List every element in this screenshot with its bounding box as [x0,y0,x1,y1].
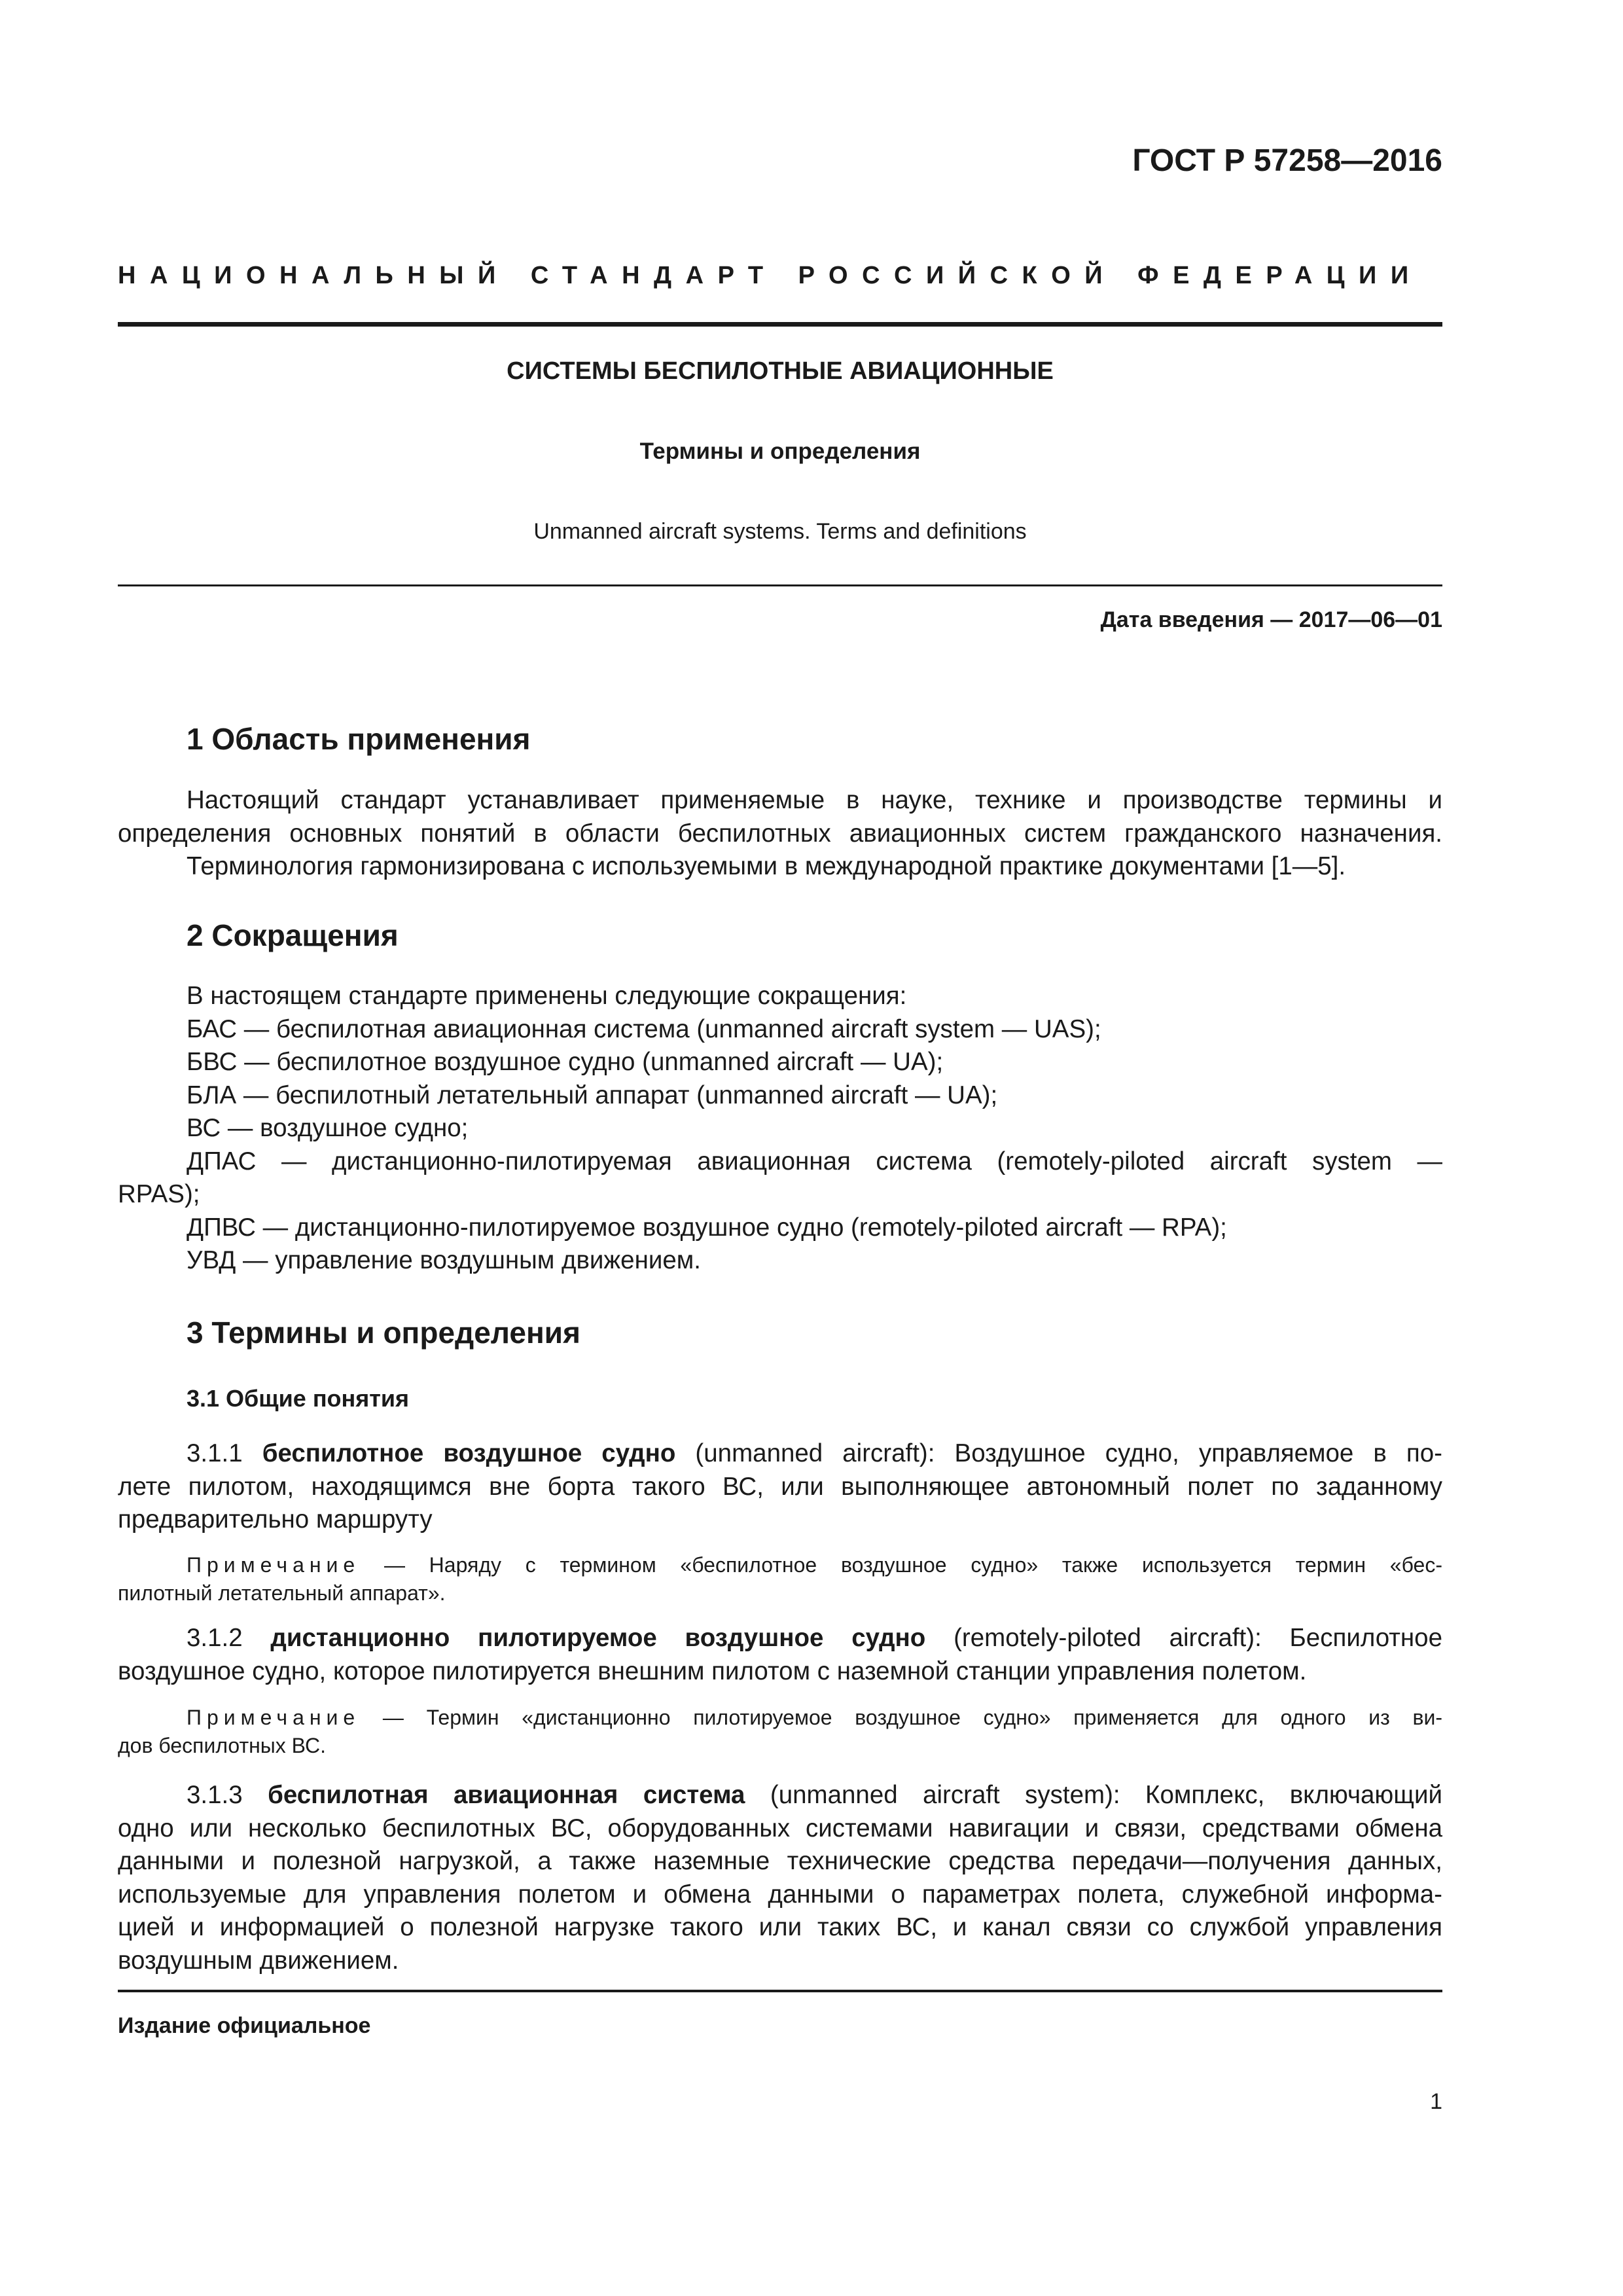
section-1-heading: 1 Область применения [187,722,531,756]
subsection-3-1-heading: 3.1 Общие понятия [187,1385,410,1412]
term-number: 3.1.1 [187,1439,262,1467]
text-line: Терминология гармонизирована с используемыми в международной практике документами [1—5]. [187,852,1346,880]
abbreviation-item: БВС — беспилотное воздушное судно (unmanned aircraft — UA); [187,1048,944,1076]
page-number: 1 [1430,2089,1442,2114]
text-line: В настоящем стандарте применены следующие сокращения: [187,982,907,1010]
text-line: воздушное судно, которое пилотируется внешним пилотом с наземной станции управления полетом. [118,1657,1307,1685]
header-rule [118,322,1442,327]
section-3-heading: 3 Термины и определения [187,1316,580,1350]
text-line: дов беспилотных ВС. [118,1734,326,1757]
text-line: пилотный летательный аппарат». [118,1581,446,1605]
document-title: СИСТЕМЫ БЕСПИЛОТНЫЕ АВИАЦИОННЫЕ [507,357,1054,385]
text-line: лете пилотом, находящимся вне борта такого ВС, или выполняющее автономный полет по заданному [118,1472,1442,1501]
term-3-1-1 [118,1437,1442,1537]
term-3-1-2 [118,1622,1442,1688]
text-line [118,1437,1442,1471]
text-line: Настоящий стандарт устанавливает применяемые в науке, технике и производстве термины и [187,786,1442,814]
note-2 [118,1704,1442,1760]
abbreviation-item: БЛА — беспилотный летательный аппарат (unmanned aircraft — UA); [187,1081,998,1109]
text-line: воздушным движением. [118,1946,399,1975]
term-name: дистанционно пилотируемое воздушное судно [270,1624,926,1652]
section-2-heading: 2 Сокращения [187,918,399,952]
standard-number: ГОСТ Р 57258—2016 [1132,143,1442,178]
document-subtitle: Термины и определения [639,439,921,464]
text-line: цией и информацией о полезной нагрузке такого или таких ВС, и канал связи со службой управления [118,1913,1442,1941]
text-line: предварительно маршруту [118,1505,433,1534]
abbreviation-item: ДПВС — дистанционно-пилотируемое воздушное судно (remotely-piloted aircraft — RPA); [187,1213,1227,1242]
text-line: определения основных понятий в области беспилотных авиационных систем гражданского назначения. [118,819,1442,848]
text-line: RPAS); [118,1180,200,1208]
title-rule [118,584,1442,586]
term-definition: (remotely-piloted aircraft): Беспилотное [925,1624,1443,1652]
english-title: Unmanned aircraft systems. Terms and definitions [533,519,1027,544]
note-text: — Наряду с термином «беспилотное воздушное судно» также используется термин «бес- [360,1553,1442,1577]
note-text: — Термин «дистанционно пилотируемое воздушное судно» применяется для одного из ви- [360,1706,1442,1729]
note-1 [118,1551,1442,1607]
note-label: Примечание [187,1553,361,1577]
section-1-text [118,784,1442,884]
official-edition-label: Издание официальное [118,2013,371,2038]
text-line [118,1779,1442,1812]
text-line [118,1551,1442,1579]
term-3-1-3 [118,1779,1442,1977]
abbreviation-item: УВД — управление воздушным движением. [187,1246,701,1274]
footer-rule [118,1990,1442,1992]
term-name: беспилотное воздушное судно [262,1439,676,1467]
term-name: беспилотная авиационная система [268,1781,745,1809]
text-line: одно или несколько беспилотных ВС, оборудованных системами навигации и связи, средствами обмена [118,1814,1442,1842]
term-number: 3.1.3 [187,1781,268,1809]
section-2-text [118,980,1442,1278]
abbreviation-item: ВС — воздушное судно; [187,1114,469,1142]
text-line: данными и полезной нагрузкой, а также наземные технические средства передачи—получения данных, [118,1847,1442,1875]
term-definition: (unmanned aircraft): Воздушное судно, управляемое в по- [675,1439,1443,1467]
introduction-date: Дата введения — 2017—06—01 [1100,607,1442,632]
term-number: 3.1.2 [187,1624,271,1652]
text-line [118,1622,1442,1655]
text-line: используемые для управления полетом и обмена данными о параметрах полета, служебной информа- [118,1880,1442,1909]
note-label: Примечание [187,1706,361,1729]
term-definition: (unmanned aircraft system): Комплекс, включающий [745,1781,1442,1809]
text-line [118,1704,1442,1732]
abbreviation-item: БАС — беспилотная авиационная система (unmanned aircraft system — UAS); [187,1014,1101,1043]
national-standard-banner: НАЦИОНАЛЬНЫЙ СТАНДАРТ РОССИЙСКОЙ ФЕДЕРАЦИИ [118,262,1423,289]
abbreviation-item: ДПАС — дистанционно-пилотируемая авиационная система (remotely-piloted aircraft system — [187,1147,1442,1175]
